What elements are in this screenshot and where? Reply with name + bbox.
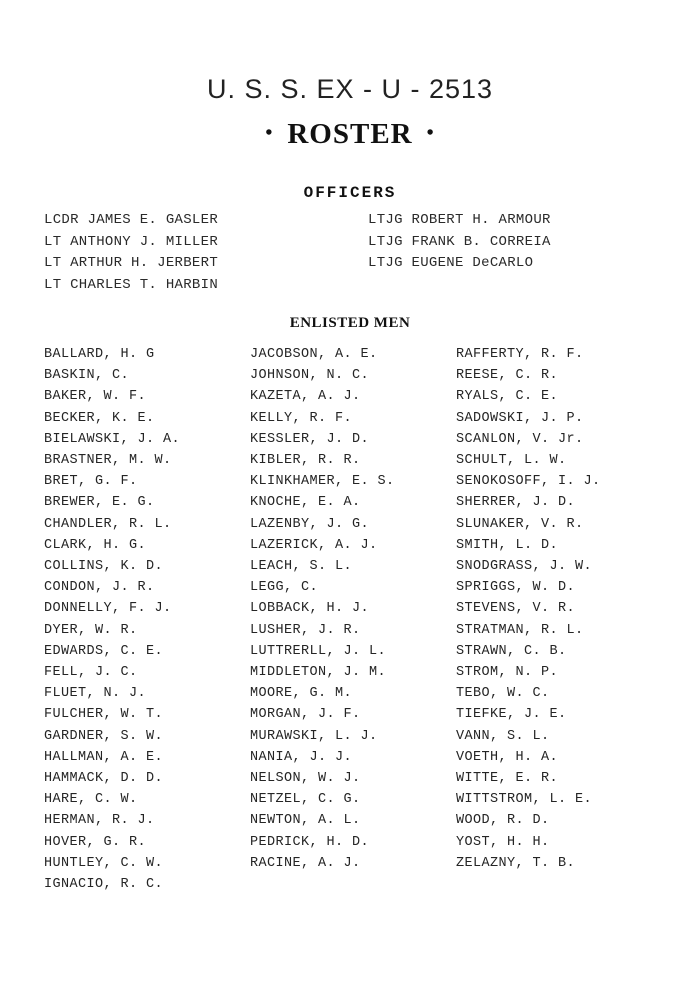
enlisted-name: MIDDLETON, J. M.	[250, 665, 387, 681]
enlisted-name: HALLMAN, A. E.	[44, 749, 164, 765]
enlisted-name: SCHULT, L. W.	[456, 453, 567, 469]
enlisted-name: FULCHER, W. T.	[44, 707, 164, 723]
enlisted-name: ZELAZNY, T. B.	[456, 855, 576, 871]
roster-label: ROSTER	[287, 118, 413, 150]
officer-name: LTJG ROBERT H. ARMOUR	[368, 212, 551, 228]
enlisted-name: KLINKHAMER, E. S.	[250, 474, 395, 490]
enlisted-name: NETZEL, C. G.	[250, 792, 361, 808]
enlisted-name: NEWTON, A. L.	[250, 813, 361, 829]
enlisted-name: WITTE, E. R.	[456, 771, 559, 787]
enlisted-name: SNODGRASS, J. W.	[456, 559, 593, 575]
enlisted-name: KNOCHE, E. A.	[250, 495, 361, 511]
enlisted-column-2	[250, 344, 395, 874]
enlisted-name: LOBBACK, H. J.	[250, 601, 370, 617]
bullet-left: •	[265, 122, 274, 144]
enlisted-name: YOST, H. H.	[456, 834, 550, 850]
enlisted-name: LEACH, S. L.	[250, 559, 353, 575]
enlisted-name: NELSON, W. J.	[250, 771, 361, 787]
enlisted-name: CONDON, J. R.	[44, 580, 155, 596]
enlisted-name: BECKER, K. E.	[44, 410, 155, 426]
enlisted-name: WOOD, R. D.	[456, 813, 550, 829]
officer-name: LT ARTHUR H. JERBERT	[44, 255, 219, 271]
enlisted-name: BRET, G. F.	[44, 474, 138, 490]
enlisted-name: PEDRICK, H. D.	[250, 834, 370, 850]
enlisted-name: LUSHER, J. R.	[250, 622, 361, 638]
enlisted-name: JACOBSON, A. E.	[250, 347, 378, 362]
officer-name: LT ANTHONY J. MILLER	[44, 233, 219, 250]
enlisted-name: SCANLON, V. Jr.	[456, 431, 584, 447]
officer-name: LCDR JAMES E. GASLER	[44, 212, 219, 228]
enlisted-name: MORGAN, J. F.	[250, 707, 361, 723]
bullet-right: •	[426, 122, 435, 144]
enlisted-column-1	[44, 344, 180, 895]
enlisted-name: LUTTRERLL, J. L.	[250, 643, 387, 659]
enlisted-name: MURAWSKI, L. J.	[250, 728, 378, 744]
enlisted-name: DONNELLY, F. J.	[44, 601, 172, 617]
enlisted-name: KAZETA, A. J.	[250, 389, 361, 405]
enlisted-name: REESE, C. R.	[456, 368, 559, 384]
enlisted-name: VANN, S. L.	[456, 728, 550, 744]
enlisted-name: DYER, W. R.	[44, 622, 138, 638]
enlisted-name: HERMAN, R. J.	[44, 813, 155, 829]
enlisted-name: TIEFKE, J. E.	[456, 707, 567, 723]
officer-name: LTJG FRANK B. CORREIA	[368, 233, 551, 250]
enlisted-name: KELLY, R. F.	[250, 410, 353, 426]
enlisted-name: FELL, J. C.	[44, 665, 138, 681]
officers-right-column	[368, 210, 551, 275]
enlisted-name: JOHNSON, N. C.	[250, 368, 370, 384]
enlisted-name: STROM, N. P.	[456, 665, 559, 681]
enlisted-heading: ENLISTED MEN	[289, 315, 411, 331]
enlisted-name: LAZERICK, A. J.	[250, 537, 378, 553]
enlisted-name: HAMMACK, D. D.	[44, 771, 164, 787]
enlisted-name: SMITH, L. D.	[456, 537, 559, 553]
enlisted-name: RACINE, A. J.	[250, 855, 361, 871]
enlisted-name: COLLINS, K. D.	[44, 559, 164, 575]
enlisted-column-3	[456, 344, 601, 874]
enlisted-name: WITTSTROM, L. E.	[456, 792, 593, 808]
enlisted-name: BASKIN, C.	[44, 368, 130, 384]
enlisted-name: BAKER, W. F.	[44, 389, 147, 405]
officers-left-column	[44, 210, 218, 296]
enlisted-name: CHANDLER, R. L.	[44, 516, 172, 532]
enlisted-name: GARDNER, S. W.	[44, 728, 164, 744]
enlisted-name: CLARK, H. G.	[44, 537, 147, 553]
enlisted-name: FLUET, N. J.	[44, 686, 147, 702]
enlisted-name: RYALS, C. E.	[456, 389, 559, 405]
enlisted-name: BREWER, E. G.	[44, 495, 155, 511]
enlisted-name: TEBO, W. C.	[456, 686, 550, 702]
enlisted-name: KIBLER, R. R.	[250, 453, 361, 469]
enlisted-name: EDWARDS, C. E.	[44, 643, 164, 659]
enlisted-name: BIELAWSKI, J. A.	[44, 431, 181, 447]
enlisted-name: STEVENS, V. R.	[456, 601, 576, 617]
enlisted-name: STRATMAN, R. L.	[456, 622, 584, 638]
enlisted-name: SHERRER, J. D.	[456, 495, 576, 511]
enlisted-name: NANIA, J. J.	[250, 749, 353, 765]
enlisted-name: LAZENBY, J. G.	[250, 516, 370, 532]
enlisted-name: LEGG, C.	[250, 580, 319, 596]
officer-name: LTJG EUGENE DeCARLO	[368, 255, 534, 271]
enlisted-name: VOETH, H. A.	[456, 749, 559, 765]
enlisted-name: SADOWSKI, J. P.	[456, 410, 584, 426]
enlisted-name: BRASTNER, M. W.	[44, 453, 172, 469]
enlisted-name: RAFFERTY, R. F.	[456, 347, 584, 362]
officer-name: LT CHARLES T. HARBIN	[44, 276, 219, 293]
enlisted-name: BALLARD, H. G	[44, 347, 155, 362]
enlisted-name: HUNTLEY, C. W.	[44, 855, 164, 871]
enlisted-name: IGNACIO, R. C.	[44, 877, 164, 893]
enlisted-name: STRAWN, C. B.	[456, 643, 567, 659]
enlisted-name: SENOKOSOFF, I. J.	[456, 474, 601, 490]
enlisted-name: HARE, C. W.	[44, 792, 138, 808]
officers-heading: OFFICERS	[303, 184, 397, 202]
roster-title	[0, 118, 700, 151]
enlisted-name: HOVER, G. R.	[44, 834, 147, 850]
enlisted-name: MOORE, G. M.	[250, 686, 353, 702]
enlisted-name: SPRIGGS, W. D.	[456, 580, 576, 596]
ship-title: U. S. S. EX - U - 2513	[206, 74, 494, 104]
enlisted-name: SLUNAKER, V. R.	[456, 516, 584, 532]
enlisted-name: KESSLER, J. D.	[250, 431, 370, 447]
